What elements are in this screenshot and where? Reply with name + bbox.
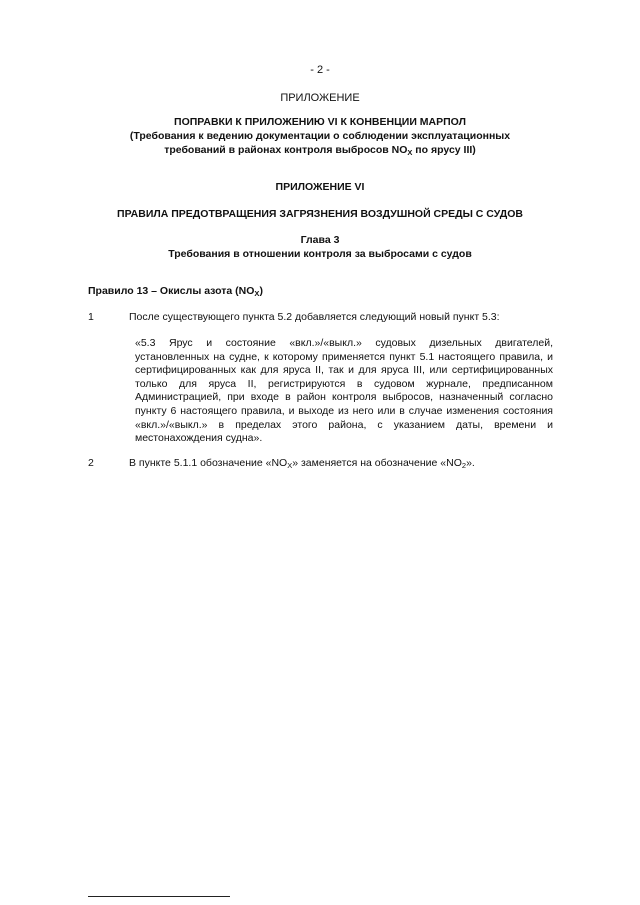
- item-2-text: [129, 457, 475, 469]
- item-1-text: После существующего пункта 5.2 добавляется следующий новый пункт 5.3:: [129, 311, 500, 323]
- quoted-clause-text: Ярус и состояние «вкл.»/«выкл.» судовых дизельных двигателей, установленных на судне, к которому применяется пункт 5.1 настоящего правила, и сертифицированных как для яруса II, так и для яруса III, или сертифицированных только для яруса II, регистрируются в судовом журнале, предписанном Администрацией, при входе в район контроля выбросов, назначенный согласно пункту 6 настоящего правила, и выходе из него или в случае изменения состояния «вкл.»/«выкл.» в пределах этого района, с указанием даты, времени и местонахождения судна».: [135, 337, 553, 445]
- amendments-subtitle-line2: [0, 144, 640, 156]
- item-2-sub1: X: [287, 461, 293, 470]
- annex-vi-title: ПРАВИЛА ПРЕДОТВРАЩЕНИЯ ЗАГРЯЗНЕНИЯ ВОЗДУШНОЙ СРЕДЫ С СУДОВ: [117, 208, 523, 220]
- page-number: - 2 -: [310, 64, 330, 76]
- item-2-number: 2: [88, 457, 94, 469]
- item-2-text-mid: » заменяется на обозначение «NO: [292, 457, 462, 469]
- chapter-label: Глава 3: [300, 234, 340, 246]
- subtitle-line2-post: по ярусу III): [412, 144, 476, 156]
- subtitle-line2-pre: требований в районах контроля выбросов NO: [164, 144, 408, 156]
- subtitle-line2-sub: X: [407, 148, 413, 157]
- quoted-clause-number: «5.3: [135, 337, 156, 349]
- annex-vi-label: ПРИЛОЖЕНИЕ VI: [275, 181, 365, 193]
- annex-label: ПРИЛОЖЕНИЕ: [280, 92, 360, 104]
- regulation-title: [88, 285, 263, 297]
- item-2-sub2: 2: [461, 461, 467, 470]
- regulation-title-post: ): [259, 285, 263, 297]
- regulation-title-pre: Правило 13 – Окислы азота (NO: [88, 285, 255, 297]
- amendments-subtitle-line1: (Требования к ведению документации о соблюдении эксплуатационных: [129, 130, 511, 142]
- regulation-title-sub: X: [254, 289, 260, 298]
- quoted-paragraph: [135, 337, 553, 446]
- item-2-text-pre: В пункте 5.1.1 обозначение «NO: [129, 457, 288, 469]
- item-1-number: 1: [88, 311, 94, 323]
- chapter-title: Требования в отношении контроля за выбросами с судов: [168, 248, 472, 260]
- item-2-text-post: ».: [466, 457, 475, 469]
- footer-rule: [88, 896, 230, 897]
- amendments-title: ПОПРАВКИ К ПРИЛОЖЕНИЮ VI К КОНВЕНЦИИ МАРПОЛ: [174, 116, 466, 128]
